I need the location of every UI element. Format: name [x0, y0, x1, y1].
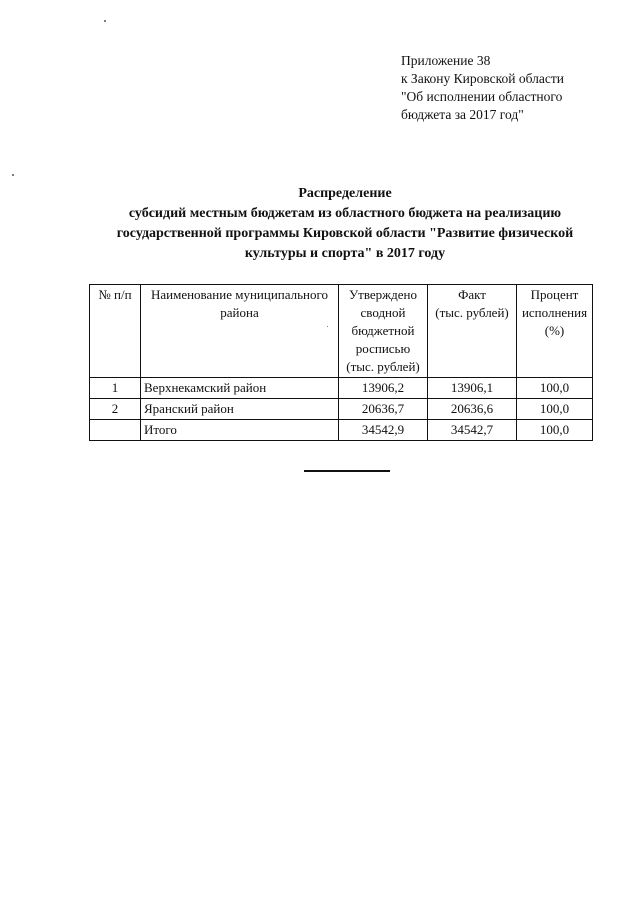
appendix-note — [401, 52, 564, 124]
appendix-line: Приложение 38 — [401, 53, 491, 68]
subsidy-table — [89, 284, 593, 441]
appendix-line: к Закону Кировской области — [401, 71, 565, 86]
total-number — [90, 420, 141, 441]
total-percent: 100,0 — [517, 420, 593, 441]
row-municipality: Яранский район — [141, 399, 339, 420]
header-municipality: Наименование муниципального района — [141, 285, 339, 378]
table-total-row — [90, 420, 593, 441]
row-approved: 13906,2 — [339, 378, 428, 399]
row-actual: 13906,1 — [428, 378, 517, 399]
end-divider — [304, 470, 390, 472]
header-percent: Процент исполнения (%) — [517, 285, 593, 378]
table-row — [90, 399, 593, 420]
row-number: 2 — [90, 399, 141, 420]
row-actual: 20636,6 — [428, 399, 517, 420]
title-line: субсидий местным бюджетам из областного бюджета на реализацию — [128, 206, 562, 221]
row-number: 1 — [90, 378, 141, 399]
row-percent: 100,0 — [517, 378, 593, 399]
row-percent: 100,0 — [517, 399, 593, 420]
title-line: государственной программы Кировской области "Развитие физической — [116, 226, 574, 241]
total-actual: 34542,7 — [428, 420, 517, 441]
appendix-line: "Об исполнении областного — [401, 89, 563, 104]
header-number: № п/п — [90, 285, 141, 378]
total-label: Итого — [141, 420, 339, 441]
table-row — [90, 378, 593, 399]
table-header-row — [90, 285, 593, 378]
header-approved: Утверждено сводной бюджетной росписью (тыс. рублей) — [339, 285, 428, 378]
scan-speck — [327, 326, 328, 327]
appendix-line: бюджета за 2017 год" — [401, 107, 524, 122]
total-approved: 34542,9 — [339, 420, 428, 441]
scan-speck — [104, 20, 106, 22]
row-municipality: Верхнекамский район — [141, 378, 339, 399]
scan-speck — [12, 174, 14, 176]
title-line: Распределение — [298, 186, 392, 201]
row-approved: 20636,7 — [339, 399, 428, 420]
document-title — [80, 184, 610, 264]
title-line: культуры и спорта" в 2017 году — [244, 246, 446, 261]
header-actual: Факт (тыс. рублей) — [428, 285, 517, 378]
